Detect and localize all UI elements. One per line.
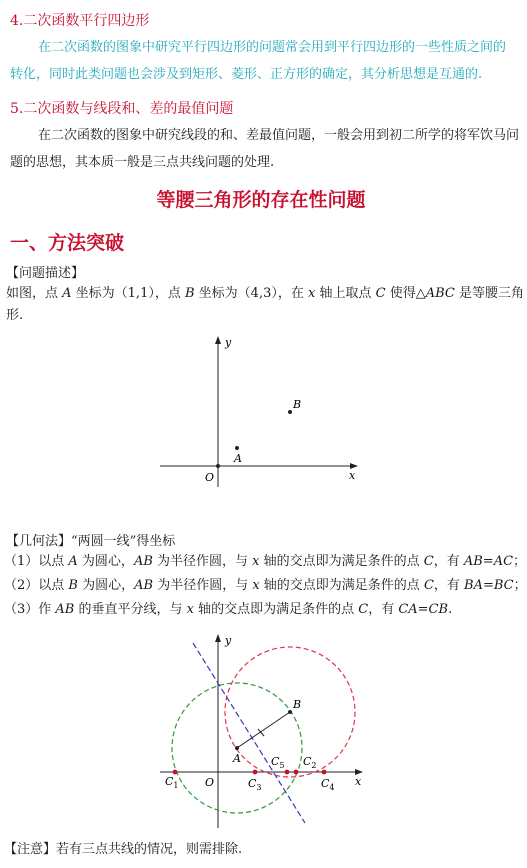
point-c3 bbox=[253, 770, 258, 775]
method-step-3: （3）作 AB 的垂直平分线，与 x 轴的交点即为满足条件的点 C，有 CA=CB. bbox=[4, 602, 453, 617]
point-c5-label: $C_5$ bbox=[271, 755, 285, 770]
note-label: 【注意】 bbox=[4, 842, 57, 857]
figure-coordinate-plane bbox=[155, 332, 365, 492]
origin-point bbox=[216, 464, 220, 468]
perpendicular-bisector bbox=[193, 643, 305, 823]
note bbox=[4, 838, 242, 857]
problem-text-line1: 如图，点 A 坐标为（1,1），点 B 坐标为（4,3），在 x 轴上取点 C 使得△ABC 是等腰三角 bbox=[6, 286, 524, 301]
point-c1-label: $C_1$ bbox=[165, 775, 179, 790]
point-a-label: A bbox=[233, 752, 241, 765]
section-title: 一、方法突破 bbox=[10, 232, 125, 254]
heading-segment-extremum: 5.二次函数与线段和、差的最值问题 bbox=[10, 101, 234, 117]
point-c4-label: $C_4$ bbox=[321, 777, 335, 792]
point-b bbox=[288, 710, 292, 714]
heading-parallelogram: 4.二次函数平行四边形 bbox=[10, 13, 150, 29]
method-step-1: （1）以点 A 为圆心，AB 为半径作圆，与 x 轴的交点即为满足条件的点 C，有 AB=AC； bbox=[4, 554, 527, 569]
y-axis-label: y bbox=[225, 336, 232, 349]
point-c2-label: $C_2$ bbox=[303, 755, 317, 770]
figure-two-circles-one-line bbox=[155, 628, 370, 833]
paragraph-parallelogram-line2: 转化，同时此类问题也会涉及到矩形、菱形、正方形的确定，其分析思想是互通的. bbox=[10, 67, 483, 82]
point-c3-label: $C_3$ bbox=[248, 777, 262, 792]
method-label: 【几何法】“两圆一线”得坐标 bbox=[6, 534, 176, 549]
point-b-label: B bbox=[293, 398, 302, 411]
y-axis-arrow bbox=[215, 336, 221, 344]
origin-label: O bbox=[205, 776, 215, 789]
y-axis-label: y bbox=[225, 634, 232, 647]
point-a bbox=[235, 746, 239, 750]
paragraph-segment-line1: 在二次函数的图象中研究线段的和、差最值问题，一般会用到初二所学的将军饮马问 bbox=[38, 128, 520, 143]
point-b bbox=[288, 410, 292, 414]
point-c2 bbox=[294, 770, 299, 775]
problem-label: 【问题描述】 bbox=[6, 266, 85, 281]
problem-text-line2: 形. bbox=[6, 308, 24, 323]
paragraph-parallelogram-line1: 在二次函数的图象中研究平行四边形的问题常会用到平行四边形的一些性质之间的 bbox=[38, 40, 507, 55]
paragraph-segment-line2: 题的思想，其本质一般是三点共线问题的处理. bbox=[10, 155, 275, 170]
note-text: 若有三点共线的情况，则需排除. bbox=[56, 842, 243, 857]
page-title: 等腰三角形的存在性问题 bbox=[156, 189, 366, 211]
point-c5 bbox=[285, 770, 290, 775]
point-a bbox=[235, 446, 239, 450]
point-b-label: B bbox=[293, 698, 302, 711]
x-axis-label: x bbox=[349, 469, 356, 482]
origin-label: O bbox=[205, 471, 215, 484]
method-step-2: （2）以点 B 为圆心，AB 为半径作圆，与 x 轴的交点即为满足条件的点 C，有 BA=BC； bbox=[4, 578, 527, 593]
y-axis-arrow bbox=[215, 634, 221, 642]
segment-ab bbox=[237, 712, 290, 748]
point-c1 bbox=[173, 770, 178, 775]
point-a-label: A bbox=[234, 452, 242, 465]
x-axis-label: x bbox=[355, 775, 362, 788]
point-c4 bbox=[322, 770, 327, 775]
